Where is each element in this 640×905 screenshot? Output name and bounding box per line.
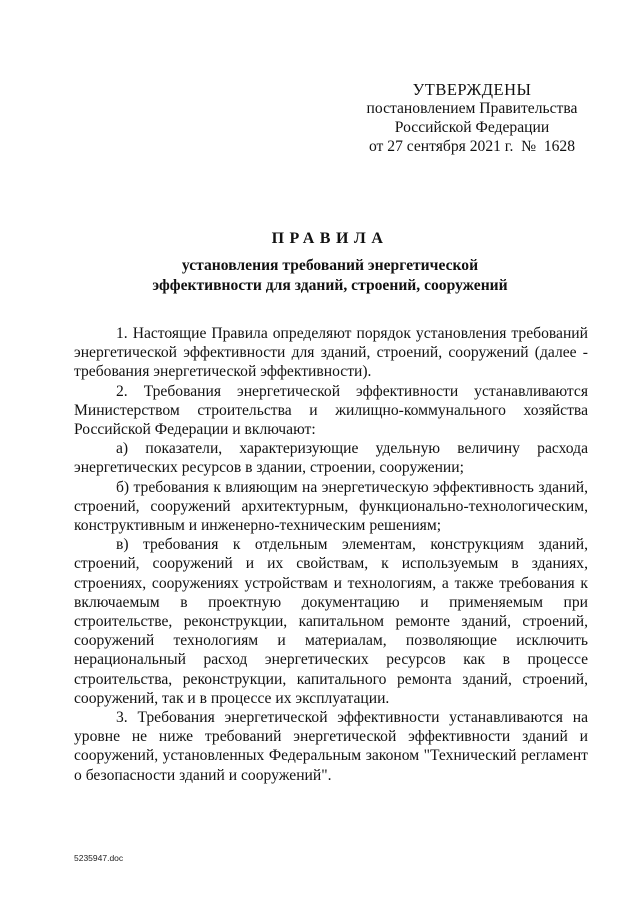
paragraph-2b: б) требования к влияющим на энергетическую эффективность зданий, строений, сооружений архитектурным, функционально-технологическим, конструктивным и инженерно-техническим решениям; [74,478,588,535]
approval-line-country: Российской Федерации [394,119,550,136]
paragraph-3: 3. Требования энергетической эффективности устанавливаются на уровне не ниже требований энергетической эффективности зданий и сооружений, установленных Федеральным законом "Технический регламент о безопасности зданий и сооружений". [74,709,588,784]
document-subtitle [60,256,600,295]
document-subtitle-line-1: установления требований энергетической [181,257,479,274]
document-title: ПРАВИЛА [271,230,389,247]
paragraph-2: 2. Требования энергетической эффективности устанавливаются Министерством строительства и жилищно-коммунального хозяйства Российской Федерации и включают: [74,382,588,439]
document-body [74,324,588,785]
approval-line-date-number: от 27 сентября 2021 г. № 1628 [368,138,576,155]
document-subtitle-line-2: эффективности для зданий, строений, сооружений [152,276,508,294]
paragraph-2a: а) показатели, характеризующие удельную величину расхода энергетических ресурсов в здании, строении, сооружении; [74,440,588,477]
approval-stamp [352,80,592,156]
file-code: 5235947.doc [74,853,124,863]
approval-line-resolution: постановлением Правительства [366,100,578,117]
approval-title: УТВЕРЖДЕНЫ [412,80,532,99]
paragraph-1: 1. Настоящие Правила определяют порядок установления требований энергетической эффективности для зданий, строений, сооружений (далее - требования энергетической эффективности). [74,325,588,381]
paragraph-2c: в) требования к отдельным элементам, конструкциям зданий, строений, сооружений и их свойствам, к используемым в зданиях, строениях, сооружениях устройствам и технологиям, а также требования к включаемым в проектную документацию и применяемым при строительстве, реконструкции, капитальном ремонте зданий, строений, сооружений технологиям и материалам, позволяющие исключить нерациональный расход энергетических ресурсов как в процессе строительства, реконструкции, капитального ремонта зданий, строений, сооружений, так и в процессе их эксплуатации. [74,536,588,707]
